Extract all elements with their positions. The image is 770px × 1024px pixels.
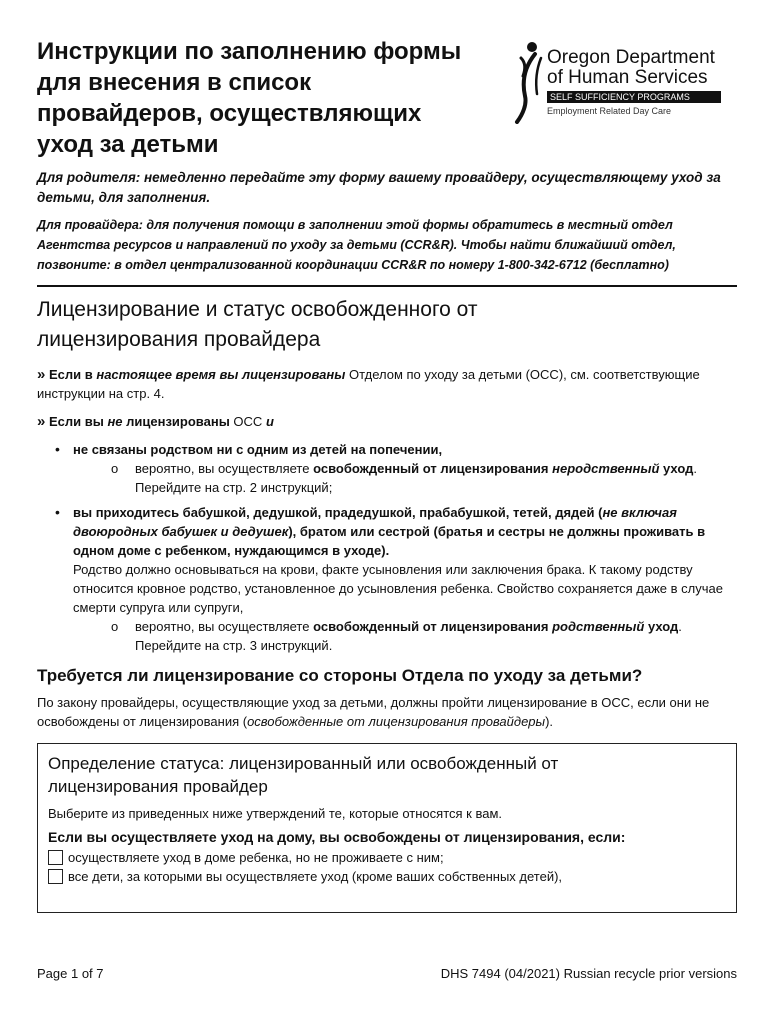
header	[37, 36, 737, 168]
sub-text-e: . Перейдите на стр. 3 инструкций.	[135, 619, 682, 653]
list-item	[37, 440, 737, 497]
bullet2-a: вы приходитесь бабушкой, дедушкой, прадедушкой, прабабушкой, тетей, дядей (	[73, 505, 603, 520]
logo-program-bar: SELF SUFFICIENCY PROGRAMS	[547, 91, 721, 103]
item-licensed-c: Отделом по уходу за детьми (OCC), см. соответствующие инструкции на стр. 4.	[37, 367, 700, 401]
chevron-icon: »	[37, 413, 46, 430]
checkbox[interactable]	[48, 850, 63, 865]
occ-text-a: По закону провайдеры, осуществляющие уход за детьми, должны пройти лицензирование в OCC, если они не освобождены от лицензирования (	[37, 695, 710, 729]
sub-text-d: уход	[659, 461, 694, 476]
occ-paragraph	[37, 693, 737, 731]
occ-text-c: ).	[545, 714, 554, 729]
intro	[37, 168, 737, 275]
bullet2-b: не включая двоюродных бабушек и дедушек	[73, 505, 677, 539]
sub-text-e: . Перейдите на стр. 2 инструкций;	[135, 461, 697, 495]
bullet1-main: не связаны родством ни с одним из детей на попечении,	[73, 442, 443, 457]
provider-note: Для провайдера: для получения помощи в заполнении этой формы обратитесь в местный отдел Агентства ресурсов и направлений по уходу за детьми (CCR&R). Чтобы найти ближайший отдел, позвоните: в отдел централизованной координации CCR&R по номеру 1-800-342-6712 (бесплатно)	[37, 218, 676, 272]
sub-text-c: родственный	[552, 619, 645, 634]
item-not-licensed-b: не	[107, 414, 123, 429]
checkbox-label: осуществляете уход в доме ребенка, но не проживаете с ним;	[68, 850, 444, 865]
parent-note: Для родителя: немедленно передайте эту форму вашему провайдеру, осуществляющему уход за детьми, для заполнения.	[37, 170, 721, 205]
footer	[37, 966, 737, 981]
item-licensed-a: Если в	[48, 367, 97, 382]
status-box-condition: Если вы осуществляете уход на дому, вы освобождены от лицензирования, если:	[48, 829, 626, 845]
page-number: Page 1 of 7	[37, 966, 104, 981]
checkbox-label: все дети, за которыми вы осуществляете уход (кроме ваших собственных детей),	[68, 869, 563, 884]
sub-text-b: освобожденный от лицензирования	[313, 619, 553, 634]
status-box	[37, 743, 737, 913]
sub-text-d: уход	[644, 619, 679, 634]
section-divider	[37, 285, 737, 287]
item-not-licensed-a: Если вы	[48, 414, 108, 429]
document-page	[37, 36, 737, 913]
bullet2-d: Родство должно основываться на крови, факте усыновления или заключения брака. К такому родству относится кровное родство, установленное до усыновления ребенка. Свойство сохраняется даже в случае смерти супруга или супруги,	[73, 562, 723, 615]
section-heading-licensing: Лицензирование и статус освобожденного от лицензирования провайдера	[37, 298, 478, 351]
checkbox-row[interactable]	[48, 848, 726, 867]
sub-text-a: вероятно, вы осуществляете	[135, 461, 314, 476]
sub-item	[73, 459, 737, 497]
status-box-heading: Определение статуса: лицензированный или освобожденный от лицензирования провайдер	[48, 754, 559, 796]
section-heading-occ: Требуется ли лицензирование со стороны Отдела по уходу за детьми?	[37, 666, 643, 685]
item-licensed-b: настоящее время вы лицензированы	[96, 367, 346, 382]
logo-subtitle: Employment Related Day Care	[547, 106, 672, 116]
form-number: DHS 7494 (04/2021) Russian recycle prior versions	[440, 966, 737, 981]
sub-text-c: неродственный	[552, 461, 660, 476]
checkbox-row[interactable]	[48, 867, 726, 886]
item-not-licensed-e: и	[265, 414, 274, 429]
status-box-lead: Выберите из приведенных ниже утверждений те, которые относятся к вам.	[48, 806, 503, 821]
circle-bullet-icon: o	[111, 461, 119, 476]
document-title: Инструкции по заполнению формы для внесения в список провайдеров, осуществляющих уход за детьми	[37, 38, 462, 158]
sub-text-a: вероятно, вы осуществляете	[135, 619, 314, 634]
item-licensed	[37, 365, 737, 403]
list-item	[37, 503, 737, 655]
sub-item	[73, 617, 737, 655]
sub-text-b: освобожденный от лицензирования	[313, 461, 553, 476]
item-not-licensed-d: OCC	[229, 414, 266, 429]
conditions-list	[37, 440, 737, 655]
item-not-licensed-c: лицензированы	[122, 414, 230, 429]
occ-text-b: освобожденные от лицензирования провайдеры	[247, 714, 546, 729]
chevron-icon: »	[37, 366, 46, 383]
item-not-licensed	[37, 412, 737, 431]
bullet2-c: ), братом или сестрой (братья и сестры не должны проживать в одном доме с ребенком, нуждающимся в уходе).	[73, 524, 706, 558]
dhs-logo	[513, 38, 741, 124]
person-figure-icon	[513, 38, 545, 124]
logo-line-2: of Human Services	[547, 67, 708, 88]
checkbox[interactable]	[48, 869, 63, 884]
logo-line-1: Oregon Department	[547, 47, 715, 68]
circle-bullet-icon: o	[111, 619, 119, 634]
